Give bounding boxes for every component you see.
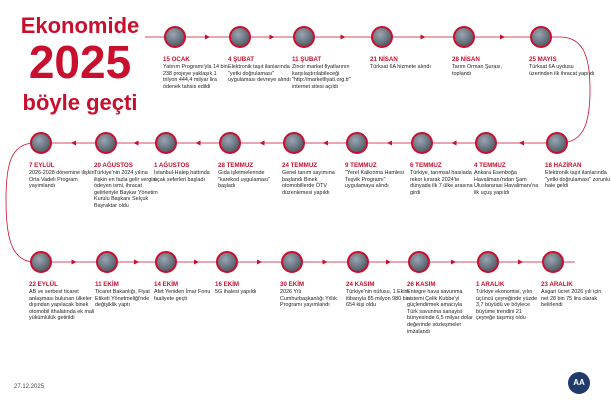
- timeline-photo-12: [155, 132, 177, 154]
- timeline-date: 9 TEMMUZ: [345, 162, 377, 169]
- timeline-date: 16 EKİM: [215, 281, 240, 288]
- timeline-description: "Yerel Kalkınma Hamlesi Teşvik Programı" uygulamaya alındı: [345, 170, 404, 190]
- timeline-description: 5G ihalesi yapıldı: [215, 289, 257, 295]
- track-arrow: [452, 141, 457, 146]
- track-arrow: [341, 35, 346, 40]
- timeline-photo-23: [542, 251, 564, 273]
- timeline-photo-1: [229, 26, 251, 48]
- track-arrow: [386, 260, 391, 265]
- track-arrow: [500, 35, 505, 40]
- timeline-photo-2: [293, 26, 315, 48]
- timeline-date: 28 NİSAN: [452, 56, 480, 63]
- timeline-description: Elektronik taşıt ilanlarında "yetki doğrulaması" zorunlu hale geldi: [545, 170, 611, 190]
- cars-icon: [285, 134, 303, 152]
- money-icon: [544, 253, 562, 271]
- timeline-date: 30 EKİM: [280, 281, 305, 288]
- track-arrow: [519, 141, 524, 146]
- emblem-icon: [166, 28, 184, 46]
- timeline-date: 11 EKİM: [95, 281, 119, 288]
- track-arrow: [270, 35, 275, 40]
- timeline-photo-9: [346, 132, 368, 154]
- aa-logo-icon: AA: [568, 372, 590, 394]
- timeline-photo-22: [477, 251, 499, 273]
- timeline-date: 21 NİSAN: [370, 56, 398, 63]
- timeline-description: Tarım Orman Şurası, toplandı: [452, 64, 503, 77]
- timeline-description: Türkiye'nin 2024 yılına ilişkin en fazla gelir vergisi ödeyen ismi, ihracat gelirleriyle Baykar Yönetim Kurulu Başkanı Selçuk Bayraktar oldu: [94, 170, 158, 209]
- timeline-photo-16: [96, 251, 118, 273]
- timeline-description: Türkiye, tarımsal hasılada rekor kırarak 2024'te dünyada ilk 7 ülke arasına girdi: [410, 170, 473, 196]
- timeline-description: Entegre hava savunma sistemi Çelik Kubbe'yi güçlendirmek amacıyla Türk savunma sanayisi bünyesinde 6,5 milyar dolar değerinde sözleşmeler imzalandı: [407, 289, 473, 335]
- timeline-date: 1 ARALIK: [476, 281, 505, 288]
- timeline-description: 2026 Yılı Cumhurbaşkanlığı Yıllık Programı yayımlandı: [280, 289, 337, 309]
- tag-icon: [98, 253, 116, 271]
- timeline-description: Türkiye ekonomisi, yılın üçüncü çeyreğinde yüzde 3,7 büyüdü ve böylece büyüme trendini 21 çeyreğe taşımış oldu: [476, 289, 538, 322]
- timeline-photo-19: [281, 251, 303, 273]
- plane-icon: [477, 134, 495, 152]
- building-icon: [32, 134, 50, 152]
- satellite-icon: [373, 28, 391, 46]
- qr-icon: [221, 134, 239, 152]
- timeline-photo-6: [546, 132, 568, 154]
- timeline-description: Elektronik taşıt ilanlarında "yetki doğrulaması" uygulaması devreye alındı: [228, 64, 291, 84]
- track-arrow: [451, 260, 456, 265]
- timeline-date: 26 KASIM: [407, 281, 436, 288]
- track-arrow: [260, 141, 265, 146]
- timeline-photo-13: [95, 132, 117, 154]
- timeline-photo-18: [216, 251, 238, 273]
- timeline-description: Genel tanım sayımına başlandı Binek otomobillerde ÖTV düzenlemesi yapıldı: [282, 170, 335, 196]
- timeline-description: AB ve serbest ticaret anlaşması bulunan ülkeler dışından yapılacak binek otomobil ithalatında ek mali yükümlülük getirildi: [29, 289, 95, 322]
- timeline-photo-0: [164, 26, 186, 48]
- timeline-photo-3: [371, 26, 393, 48]
- track-arrow: [72, 260, 77, 265]
- track-arrow: [323, 141, 328, 146]
- timeline-date: 28 TEMMUZ: [218, 162, 254, 169]
- timeline-date: 18 HAZİRAN: [545, 162, 582, 169]
- timeline-photo-20: [347, 251, 369, 273]
- market-icon: [295, 28, 313, 46]
- track-arrow: [205, 35, 210, 40]
- car-icon: [32, 253, 50, 271]
- page-title-year: 2025: [28, 36, 132, 88]
- track-arrow: [194, 260, 199, 265]
- timeline-photo-7: [475, 132, 497, 154]
- building-icon: [157, 253, 175, 271]
- track-arrow: [518, 260, 523, 265]
- crowd-icon: [349, 253, 367, 271]
- timeline-description: Türksat 6A uydusu üzerinden ilk ihracat yapıldı: [529, 64, 595, 77]
- timeline-date: 23 ARALIK: [541, 281, 573, 288]
- track-arrow: [134, 260, 139, 265]
- podium-icon: [455, 28, 473, 46]
- timeline-photo-5: [530, 26, 552, 48]
- timeline-photo-4: [453, 26, 475, 48]
- car-icon: [548, 134, 566, 152]
- timeline-description: İstanbul-Halep hattında uçak seferleri başladı: [154, 170, 210, 183]
- timeline-description: Türksat 6A hizmete alındı: [370, 64, 431, 70]
- defense-icon: [410, 253, 428, 271]
- timeline-description: Afet Yeniden İmar Fonu faaliyete geçti: [154, 289, 211, 302]
- timeline-photo-11: [219, 132, 241, 154]
- timeline-description: Zincir market fiyatlarının karşılaştırılabileceği "http://marketfiyati.org.tr" internet sitesi açıldı: [292, 64, 351, 90]
- car-icon: [231, 28, 249, 46]
- track-arrow: [134, 141, 139, 146]
- timeline-photo-17: [155, 251, 177, 273]
- timeline-description: Asgari ücret 2026 yılı için net 28 bin 75 lira olarak belirlendi: [541, 289, 602, 309]
- timeline-date: 24 TEMMUZ: [282, 162, 318, 169]
- timeline-date: 4 ŞUBAT: [228, 56, 255, 63]
- timeline-description: Ticaret Bakanlığı, Fiyat Etiketi Yönetmeliği'nde değişiklik yaptı: [95, 289, 150, 309]
- timeline-date: 14 EKİM: [154, 281, 179, 288]
- seal-icon: [283, 253, 301, 271]
- timeline-date: 6 TEMMUZ: [410, 162, 442, 169]
- timeline-photo-8: [411, 132, 433, 154]
- page-title-line3: böyle geçti: [22, 90, 138, 115]
- timeline-photo-10: [283, 132, 305, 154]
- timeline-date: 24 KASIM: [346, 281, 375, 288]
- timeline-date: 25 MAYIS: [529, 56, 557, 63]
- footer-date: 27.12.2025: [14, 384, 45, 390]
- person-icon: [97, 134, 115, 152]
- timeline-date: 20 AĞUSTOS: [94, 162, 133, 169]
- timeline-photo-21: [408, 251, 430, 273]
- timeline-description: Türkiye'nin nüfusu, 1 Ekim itibarıyla 85 milyon 980 bin 654 kişi oldu: [346, 289, 410, 309]
- track-arrow: [421, 35, 426, 40]
- track-arrow: [257, 260, 262, 265]
- timeline-date: 15 OCAK: [163, 56, 190, 63]
- timeline-date: 7 EYLÜL: [29, 162, 55, 169]
- track-arrow: [323, 260, 328, 265]
- track-arrow: [196, 141, 201, 146]
- satellite-icon: [532, 28, 550, 46]
- plane-icon: [157, 134, 175, 152]
- timeline-date: 1 AĞUSTOS: [154, 162, 190, 169]
- signal-icon: [218, 253, 236, 271]
- timeline-date: 22 EYLÜL: [29, 281, 58, 288]
- page-title-line1: Ekonomide: [20, 13, 140, 38]
- track-arrow: [387, 141, 392, 146]
- timeline-photo-15: [30, 251, 52, 273]
- timeline-date: 4 TEMMUZ: [474, 162, 506, 169]
- timeline-date: 11 ŞUBAT: [292, 56, 322, 63]
- timeline-description: Gıda işletmelerinde "karekod uygulaması" başladı: [218, 170, 271, 190]
- chart-icon: [479, 253, 497, 271]
- track-arrow: [71, 141, 76, 146]
- field-icon: [413, 134, 431, 152]
- factory-icon: [348, 134, 366, 152]
- timeline-photo-14: [30, 132, 52, 154]
- timeline-description: 2026-2028 dönemine ilişkin Orta Vadeli Program yayımlandı: [29, 170, 95, 190]
- timeline-description: Ankara Esenboğa Havalimanı'ndan Şam Uluslararası Havalimanı'na ilk uçuş yapıldı: [474, 170, 539, 196]
- timeline-description: Yatırım Programı'yla 14 bin 238 projeye yaklaşık 1 trilyon 444,4 milyar lira ödenek tahsis edildi: [163, 64, 228, 90]
